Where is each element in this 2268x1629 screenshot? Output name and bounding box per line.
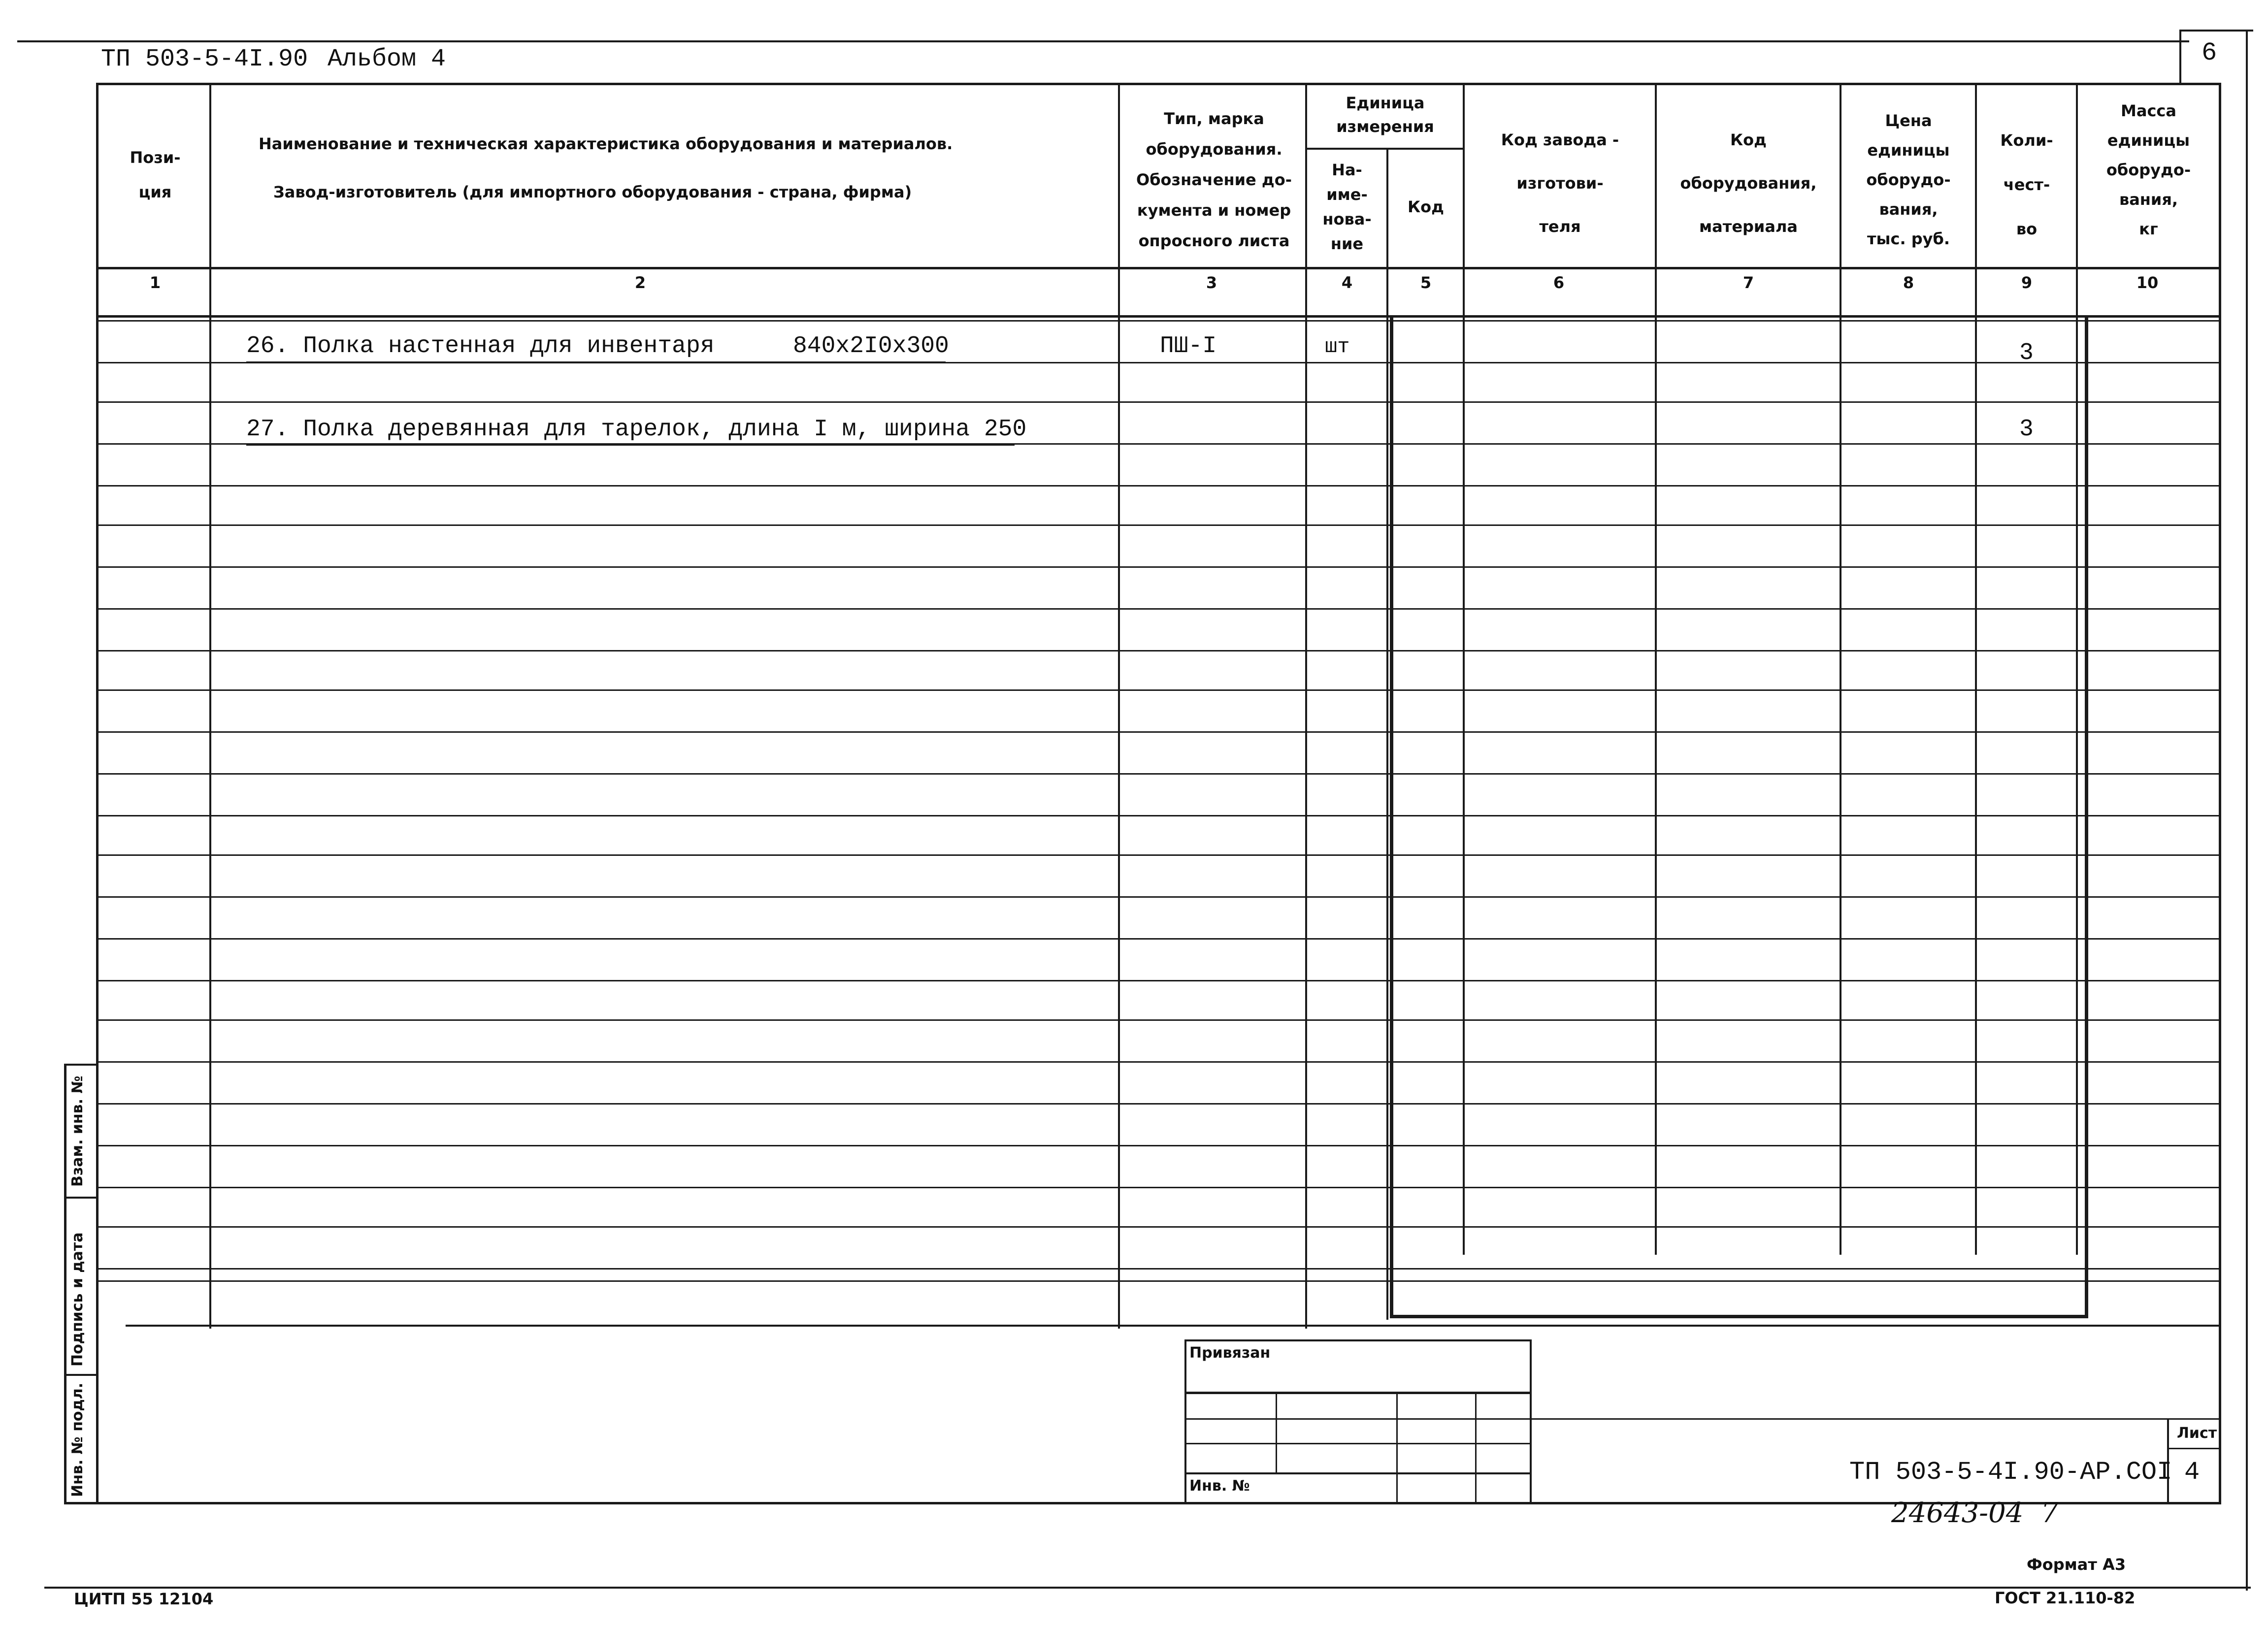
row-27-qty: 3 — [2019, 416, 2034, 443]
row-26-type: ПШ-I — [1160, 333, 1217, 359]
footer-gost: ГОСТ 21.110-82 — [1995, 1589, 2136, 1607]
frame-left — [96, 83, 99, 1503]
col-number-5: 5 — [1420, 273, 1432, 292]
col-header-unit-code: Код — [1408, 197, 1444, 216]
document-designation: ТП 503-5-4I.90-АР.СОI — [1849, 1458, 2172, 1487]
footer-cipt: ЦИТП 55 12104 — [74, 1590, 214, 1608]
footer-format: Формат А3 — [2027, 1555, 2126, 1574]
col-number-10: 10 — [2136, 273, 2159, 292]
col-header-maker-code: Код завода - изготови- теля — [1501, 130, 1619, 236]
row-26-dims: 840x2I0x300 — [793, 333, 949, 359]
row-27-name: 27. Полка деревянная для тарелок, длина I м, ширина 250 — [246, 416, 1027, 443]
col-number-8: 8 — [1903, 273, 1914, 292]
sheet-corner-number: 6 — [2202, 38, 2217, 67]
col-number-4: 4 — [1341, 273, 1353, 292]
col-header-name-line2: Завод-изготовитель (для импортного оборудования - страна, фирма) — [273, 183, 912, 201]
col-header-unit-name: На- име- нова- ние — [1322, 161, 1372, 253]
row-26-unit: шт — [1325, 335, 1350, 358]
side-stamp-sign-date: Подпись и дата — [69, 1232, 86, 1367]
row-26-qty: 3 — [2019, 340, 2034, 366]
col-header-type: Тип, марка оборудования. Обозначение до- кумента и номер опросного листа — [1136, 109, 1292, 250]
doc-reference: ТП 503-5-4I.90 — [101, 45, 308, 73]
col-header-unit-price: Цена единицы оборудо- вания, тыс. руб. — [1866, 111, 1951, 248]
sheet-number: 4 — [2184, 1458, 2200, 1487]
col-header-unit-group: Единица измерения — [1336, 94, 1434, 136]
col-number-3: 3 — [1206, 273, 1217, 292]
side-stamp-inv-subst: Взам. инв. № — [69, 1075, 86, 1187]
col-header-name-line1: Наименование и техническая характеристика оборудования и материалов. — [259, 134, 953, 153]
col-number-1: 1 — [149, 273, 161, 292]
col-header-quantity: Коли- чест- во — [2000, 131, 2053, 238]
sheet-label: Лист — [2177, 1425, 2217, 1442]
col-header-equipment-code: Код оборудования, материала — [1680, 130, 1817, 236]
bound-title: Привязан — [1189, 1344, 1271, 1362]
handwritten-number: 24643-04 7 — [1891, 1497, 2059, 1529]
col-header-position: Пози- ция — [130, 148, 181, 201]
col-number-2: 2 — [634, 273, 646, 292]
bound-inv-no: Инв. № — [1189, 1477, 1250, 1495]
row-26-name: 26. Полка настенная для инвентаря — [246, 333, 715, 359]
col-header-mass: Масса единицы оборудо- вания, кг — [2106, 101, 2191, 238]
side-stamp-inv-orig: Инв. № подл. — [69, 1382, 86, 1497]
frame-top — [96, 83, 2221, 85]
col-number-6: 6 — [1553, 273, 1565, 292]
col-number-9: 9 — [2021, 273, 2033, 292]
album-label: Альбом 4 — [328, 45, 446, 73]
col-number-7: 7 — [1742, 273, 1754, 292]
